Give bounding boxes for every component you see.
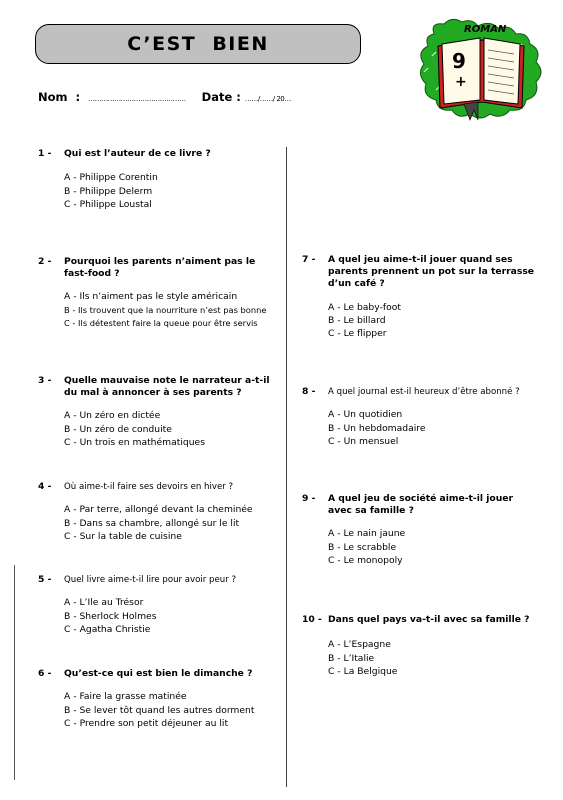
question-number: 4 - (38, 481, 52, 492)
answer-a[interactable]: A - L’Ile au Trésor (64, 597, 144, 609)
answer-c[interactable]: C - Un trois en mathématiques (64, 437, 205, 449)
nom-label: Nom : (38, 90, 81, 104)
answer-c[interactable]: C - Un mensuel (328, 436, 399, 448)
answer-b[interactable]: B - Philippe Delerm (64, 185, 153, 197)
answer-c[interactable]: C - Prendre son petit déjeuner au lit (64, 718, 229, 730)
question-6 (38, 668, 283, 730)
answer-b[interactable]: B - Un hebdomadaire (328, 422, 426, 434)
name-date-line (38, 90, 291, 104)
question-text: A quel journal est-il heureux d’être abonné ? (328, 387, 520, 397)
answer-b[interactable]: B - Sherlock Holmes (64, 610, 157, 622)
answer-b[interactable]: B - Se lever tôt quand les autres dorment (64, 704, 255, 716)
answer-b[interactable]: B - Un zéro de conduite (64, 423, 172, 435)
question-number: 1 - (38, 148, 52, 159)
question-text: Quelle mauvaise note le narrateur a-t-il du mal à annoncer à ses parents ? (64, 375, 270, 399)
question-text: Qui est l’auteur de ce livre ? (64, 148, 211, 159)
answer-c[interactable]: C - Agatha Christie (64, 624, 151, 636)
answer-a[interactable]: A - Un quotidien (328, 409, 403, 421)
answer-a[interactable]: A - Philippe Corentin (64, 172, 158, 184)
question-text: Quel livre aime-t-il lire pour avoir peur ? (64, 575, 237, 585)
question-number: 10 - (302, 614, 322, 625)
question-number: 6 - (38, 668, 52, 679)
age-plus: + (455, 74, 467, 90)
question-number: 8 - (302, 386, 316, 397)
question-1 (38, 148, 283, 211)
question-text: Pourquoi les parents n’aiment pas le fast-food ? (64, 256, 256, 280)
question-number: 2 - (38, 256, 52, 267)
answer-a[interactable]: A - Faire la grasse matinée (64, 691, 187, 703)
question-number: 9 - (302, 493, 316, 504)
answer-a[interactable]: A - Le baby-foot (328, 301, 401, 313)
question-3 (38, 375, 283, 450)
question-text: Dans quel pays va-t-il avec sa famille ? (328, 614, 530, 625)
answer-c[interactable]: C - Le flipper (328, 328, 387, 340)
column-divider (286, 147, 287, 787)
book-right-page (484, 38, 520, 104)
question-number: 5 - (38, 574, 52, 585)
question-number: 7 - (302, 254, 316, 265)
question-text: Où aime-t-il faire ses devoirs en hiver ? (64, 482, 234, 492)
answer-c[interactable]: C - La Belgique (328, 666, 398, 678)
answer-a[interactable]: A - L’Espagne (328, 639, 391, 651)
answer-b[interactable]: B - Le scrabble (328, 541, 397, 553)
answer-a[interactable]: A - Un zéro en dictée (64, 410, 161, 422)
question-10 (302, 614, 552, 678)
title-box (35, 24, 361, 64)
date-field[interactable]: ……/……/ 20… (244, 95, 291, 103)
answer-b[interactable]: B - Ils trouvent que la nourriture n’est pas bonne (64, 304, 267, 315)
question-8 (302, 386, 552, 448)
margin-line (14, 565, 15, 780)
answer-a[interactable]: A - Par terre, allongé devant la cheminée (64, 504, 253, 516)
answer-c[interactable]: C - Philippe Loustal (64, 199, 152, 211)
question-7 (302, 254, 552, 341)
question-2 (38, 256, 283, 331)
question-text: A quel jeu de société aime-t-il jouer avec sa famille ? (328, 493, 513, 517)
answer-c[interactable]: C - Le monopoly (328, 555, 403, 567)
page-title: C’EST BIEN (127, 33, 269, 55)
roman-label: ROMAN (464, 24, 507, 35)
answer-c[interactable]: C - Sur la table de cuisine (64, 531, 182, 543)
answer-a[interactable]: A - Ils n’aiment pas le style américain (64, 291, 238, 303)
nom-field[interactable]: ……………………………………… (88, 95, 186, 103)
age-number: 9 (452, 49, 466, 73)
question-5 (38, 574, 283, 636)
question-9 (302, 493, 552, 568)
question-number: 3 - (38, 375, 52, 386)
answer-b[interactable]: B - L’Italie (328, 652, 375, 664)
answer-c[interactable]: C - Ils détestent faire la queue pour être servis (64, 318, 258, 329)
question-text: A quel jeu aime-t-il jouer quand ses parents prennent un pot sur la terrasse d’un café ? (328, 254, 535, 290)
question-4 (38, 481, 283, 543)
answer-a[interactable]: A - Le nain jaune (328, 528, 406, 540)
roman-book-logo (412, 16, 552, 126)
answer-b[interactable]: B - Dans sa chambre, allongé sur le lit (64, 517, 240, 529)
answer-b[interactable]: B - Le billard (328, 315, 386, 327)
date-label: Date : (201, 90, 241, 104)
question-text: Qu’est-ce qui est bien le dimanche ? (64, 668, 253, 679)
